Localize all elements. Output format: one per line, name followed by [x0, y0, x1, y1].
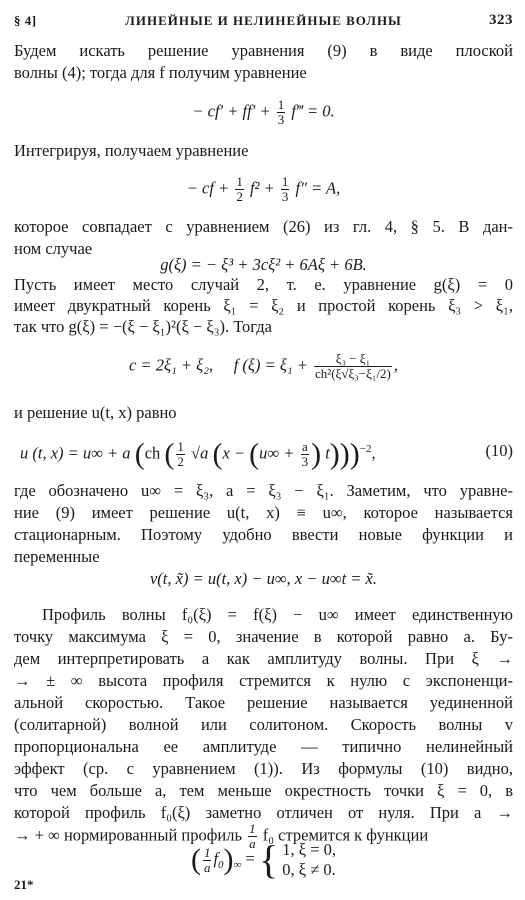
page-header	[14, 6, 513, 30]
equation-3: g(ξ) = − ξ³ + 3cξ² + 6Aξ + 6B.	[160, 255, 367, 274]
fraction-profile: $\frac{\text{ξ₃ − ξ₁}}{\text{ch²(ξ√ξ₃−ξ₁/2)}}$	[315, 351, 391, 381]
text-line: переменные	[14, 547, 100, 566]
signature-mark: 21*	[14, 877, 34, 892]
text-line: которой профиль f₀(ξ) заметно отличен от нуля. При a →	[14, 803, 513, 822]
text-line: → ± ∞ высота профиля стремится к нулю с экспоненци-	[14, 671, 513, 690]
equation-number: (10)	[485, 441, 513, 460]
text-line: альной скоростью. Такое решение называется уединенной	[14, 693, 513, 712]
text-line: волны (4); тогда для f получим уравнение	[14, 63, 307, 82]
text-line: так что g(ξ) = −(ξ − ξ₁)²(ξ − ξ₃). Тогда	[14, 317, 272, 336]
text-line: ном случае	[14, 239, 93, 258]
text-line: эффект (ср. с уравнением (1)). Из формулы (10) видно,	[14, 759, 513, 778]
text-line: имеет двукратный корень ξ₁ = ξ₂ и простой корень ξ₃ > ξ₁,	[14, 296, 513, 315]
text-line: и решение u(t, x) равно	[14, 403, 177, 422]
page-number: 323	[489, 12, 513, 28]
equation-2: − cf + $\frac{1}{2}$ f² + $\frac{1}{3}$ f″ = A,	[186, 174, 341, 204]
eq1-part: f‴ = 0.	[291, 101, 335, 121]
equation-4: c = 2ξ₁ + ξ₂, f (ξ) = ξ₁ + $\frac{\text{ξ₃ − ξ₁}}{\text{ch²(ξ√ξ₃−ξ₁/2)}}$ ,	[128, 351, 399, 381]
equation-1	[14, 98, 513, 127]
text-line: Профиль волны f₀(ξ) = f(ξ) − u∞ имеет единственную	[42, 605, 513, 624]
equation-7: ( $\frac{1}{a}$ $f_0)_\infty$ = { 1, ξ = 0, 0, ξ ≠ 0.	[190, 837, 337, 882]
text-line: пропорциональна ее амплитуде — типично нелинейный	[14, 737, 513, 756]
eq1-part: − cf′ + ff′ +	[192, 101, 271, 121]
fraction-1-3: $\frac{1}{3}$	[281, 174, 289, 204]
text-line: стационарным. Поэтому удобно ввести новые функции и	[14, 525, 513, 544]
text-line: Будем искать решение уравнения (9) в виде плоской	[14, 41, 513, 60]
text-line: точку максимума ξ = 0, значение в которой равно a. Бу-	[14, 627, 513, 646]
text-line: дем интерпретировать a как амплитуду волны. При ξ →	[14, 649, 513, 668]
text-line: ние (9) имеет решение u(t, x) ≡ u∞, которое называется	[14, 503, 513, 522]
section-marker: § 4]	[14, 13, 37, 28]
text-line: (солитарной) волной или солитоном. Скорость волны v	[14, 715, 513, 734]
text-line: где обозначено u∞ = ξ₃, a = ξ₃ − ξ₁. Заметим, что уравне-	[14, 481, 513, 500]
text-line: Пусть имеет место случай 2, т. е. уравнение g(ξ) = 0	[14, 275, 513, 294]
fraction-1-3: $\frac{1}{3}$	[277, 97, 285, 127]
running-title: ЛИНЕЙНЫЕ И НЕЛИНЕЙНЫЕ ВОЛНЫ	[125, 13, 402, 28]
text-line: Интегрируя, получаем уравнение	[14, 141, 249, 160]
text-line: → + ∞ нормированный профиль $\frac{1}{a}$ f₀ стремится к функции	[14, 821, 429, 851]
fraction-1-2: $\frac{1}{2}$	[236, 174, 243, 204]
equation-10: u (t, x) = u∞ + a (ch ( $\frac{1}{2}$ √a (x − (u∞ + $\frac{a}{3}$ ) t)))$^{-2}$,	[20, 437, 376, 471]
equation-6: v(t, x̃) = u(t, x) − u∞, x − u∞t = x̃.	[149, 569, 378, 588]
text-line: что чем больше a, тем меньше окрестность точки ξ = 0, в	[14, 781, 513, 800]
text-line: которое совпадает с уравнением (26) из гл. 4, § 5. В дан-	[14, 217, 513, 236]
